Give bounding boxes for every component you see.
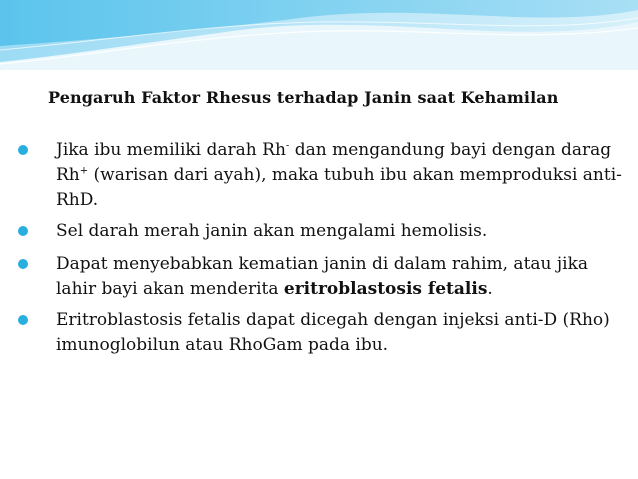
- rh-positive-sup: +: [79, 165, 89, 177]
- bullet-dot-icon: [18, 315, 28, 325]
- bullet-item-4: [18, 308, 628, 358]
- bullet-text: .: [487, 279, 493, 299]
- bullet-dot-icon: [18, 226, 28, 236]
- bullet-list: [18, 138, 628, 364]
- rh-negative-sup: -: [285, 140, 290, 152]
- bullet-item-2: [18, 219, 628, 244]
- bullet-text: Eritroblastosis fetalis dapat dicegah dengan injeksi anti-D (Rho) imunoglobilun atau RhoGam pada ibu.: [56, 310, 610, 355]
- bullet-text: (warisan dari ayah), maka tubuh ibu akan memproduksi anti-RhD.: [56, 165, 622, 210]
- bullet-item-3: [18, 252, 628, 302]
- slide-title: Pengaruh Faktor Rhesus terhadap Janin saat Kehamilan: [48, 88, 559, 107]
- bold-term: eritroblastosis fetalis: [283, 279, 488, 299]
- bullet-dot-icon: [18, 145, 28, 155]
- bullet-text: Jika ibu memiliki darah Rh: [56, 140, 286, 160]
- wave-graphic: [0, 0, 638, 70]
- bullet-text: dan mengandung bayi dengan darag Rh: [56, 140, 612, 185]
- header-wave-decoration: [0, 0, 638, 70]
- bullet-item-1: [18, 138, 628, 213]
- bullet-dot-icon: [18, 259, 28, 269]
- bullet-text: Dapat menyebabkan kematian janin di dalam rahim, atau jika lahir bayi akan menderita: [56, 254, 589, 299]
- bullet-text: Sel darah merah janin akan mengalami hemolisis.: [56, 221, 488, 241]
